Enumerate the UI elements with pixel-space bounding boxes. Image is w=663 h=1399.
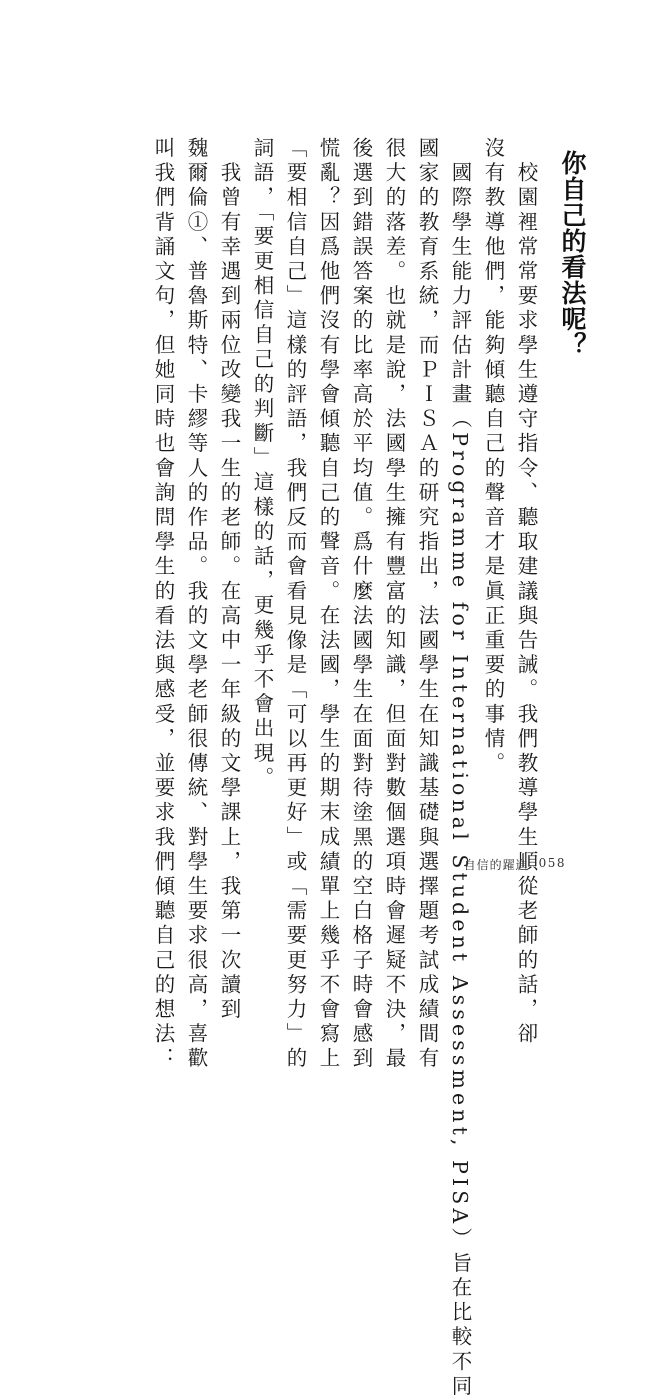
text-line-1: 校園裡常常要求學生遵守指令、聽取建議與告誡。我們教導學生順從老師的話，卻 <box>514 137 538 1048</box>
page-footer <box>464 856 566 873</box>
text-line-8: 「要相信自己」這樣的評語，我們反而會看見像是「可以再更好」或「需要更努力」的 <box>283 137 307 1072</box>
text-line-11: 魏爾倫①、普魯斯特、卡繆等人的作品。我的文學老師很傳統、對學生要求很高，喜歡 <box>184 137 208 1072</box>
text-line-7: 慌亂？因爲他們沒有學會傾聽自己的聲音。在法國，學生的期末成績單上幾乎不會寫上 <box>316 137 340 1072</box>
text-line-6: 後選到錯誤答案的比率高於平均值。爲什麼法國學生在面對待塗黑的空白格子時會感到 <box>349 137 373 1072</box>
text-line-2: 沒有教導他們，能夠傾聽自己的聲音才是眞正重要的事情。 <box>481 137 505 777</box>
text-line-12: 叫我們背誦文句，但她同時也會詢問學生的看法與感受，並要求我們傾聽自己的想法： <box>151 137 175 1072</box>
text-line-10: 我曾有幸遇到兩位改變我一生的老師。在高中一年級的文學課上，我第一次讀到 <box>217 137 241 1023</box>
text-line-3: 國際學生能力評估計畫（Programme for International Student Assessment, PISA）旨在比較不同 <box>448 137 472 1399</box>
page-number: 058 <box>538 856 566 870</box>
text-line-9: 詞語，「要更相信自己的判斷」這樣的話，更幾乎不會出現。 <box>250 137 274 791</box>
text-line-4: 國家的教育系統，而ＰＩＳＡ的研究指出，法國學生在知識基礎與選擇題考試成績間有 <box>415 137 439 1072</box>
section-heading: 你自己的看法呢？ <box>558 150 587 358</box>
book-title: 自信的躍進 <box>463 858 529 872</box>
text-line-5: 很大的落差。也就是說，法國學生擁有豐富的知識，但面對數個選項時會遲疑不決，最 <box>382 137 406 1072</box>
